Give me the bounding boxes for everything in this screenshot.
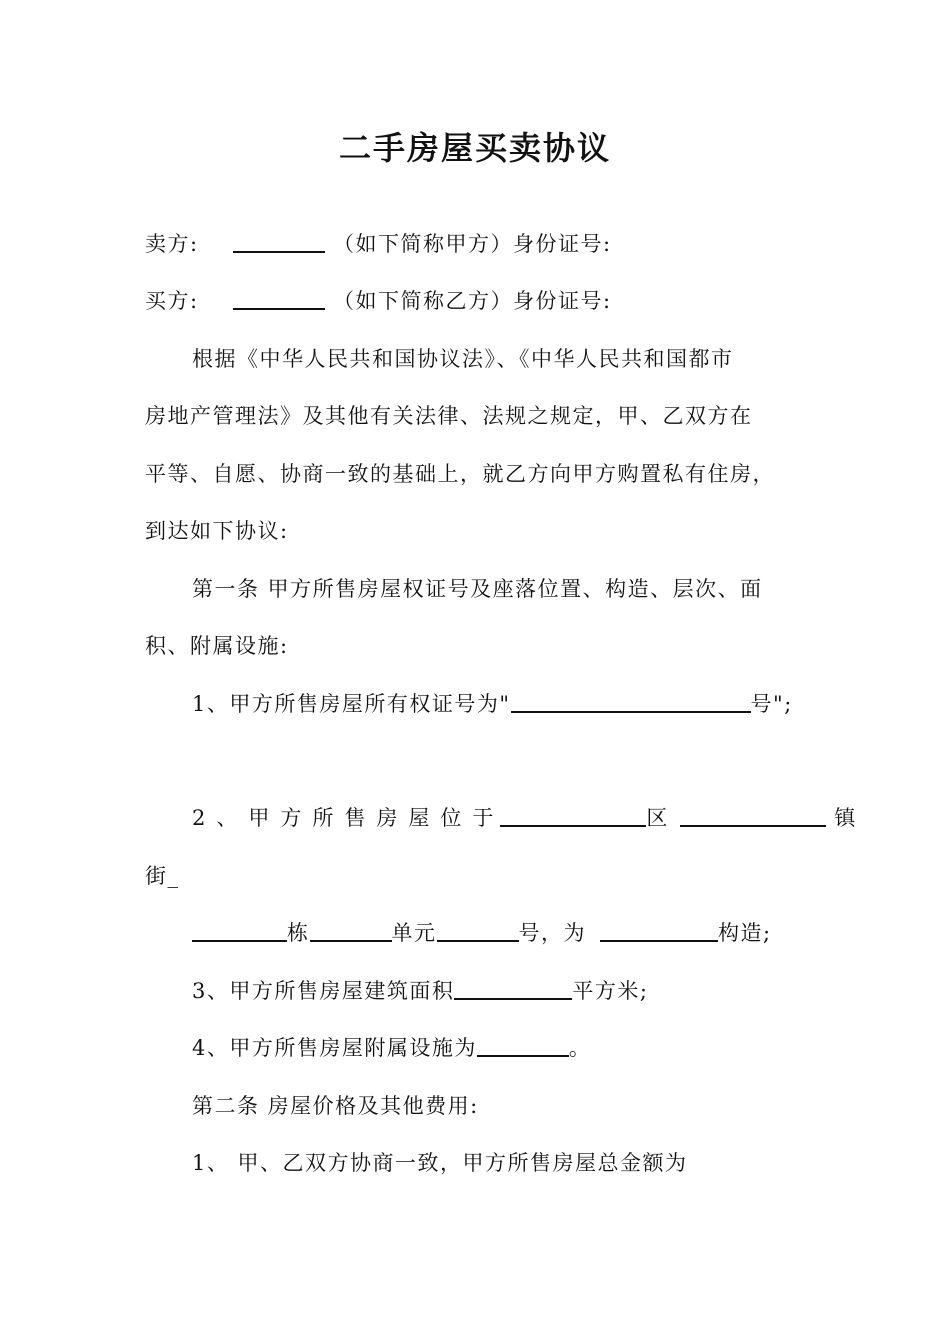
building-blank[interactable]: [192, 918, 287, 942]
item-2-district: 区: [646, 806, 679, 830]
intro-line-3: 平等、自愿、协商一致的基础上，就乙方向甲方购置私有住房，: [145, 462, 775, 486]
document-title: 二手房屋买卖协议: [338, 129, 611, 167]
buyer-label: 买方:: [145, 289, 199, 313]
building-label: 栋: [287, 921, 310, 945]
structure-blank[interactable]: [600, 918, 718, 942]
unit-label: 单元: [391, 921, 437, 945]
seller-rest: （如下简称甲方）身份证号:: [332, 232, 612, 256]
buyer-rest: （如下简称乙方）身份证号:: [332, 289, 612, 313]
item-3-text: 3、甲方所售房屋建筑面积: [192, 979, 455, 1003]
item-1-suffix: 号";: [750, 692, 793, 716]
certificate-number-blank[interactable]: [511, 689, 751, 713]
article-1-line-1: 第一条 甲方所售房屋权证号及座落位置、构造、层次、面: [192, 577, 763, 601]
item-3-unit: 平方米;: [572, 979, 649, 1003]
room-label: 号，为: [518, 921, 586, 945]
buyer-name-blank[interactable]: [233, 286, 325, 310]
seller-name-blank[interactable]: [233, 229, 325, 253]
item-4-end: 。: [568, 1036, 592, 1060]
item-2-town: 镇: [834, 806, 867, 830]
item-2-text: 2、甲方所售房屋位于: [192, 806, 505, 830]
room-number-blank[interactable]: [437, 918, 519, 942]
seller-label: 卖方:: [145, 232, 199, 256]
intro-line-1: 根据《中华人民共和国协议法》、《中华人民共和国都市: [192, 347, 734, 371]
seller-line: [145, 229, 612, 259]
item-1-line: [192, 689, 793, 719]
item-4-line: [192, 1033, 591, 1063]
intro-line-2: 房地产管理法》及其他有关法律、法规之规定，甲、乙双方在: [145, 404, 753, 428]
article-1-line-2: 积、附属设施:: [145, 634, 289, 658]
article-2-item-1: 1、 甲、乙双方协商一致，甲方所售房屋总金额为: [192, 1151, 688, 1175]
facilities-blank[interactable]: [477, 1033, 569, 1057]
district-blank[interactable]: [500, 803, 646, 827]
town-blank[interactable]: [680, 803, 826, 827]
item-1-text: 1、甲方所售房屋所有权证号为": [192, 692, 511, 716]
intro-line-4: 到达如下协议:: [145, 519, 289, 543]
article-2-heading: 第二条 房屋价格及其他费用:: [192, 1094, 479, 1118]
area-blank[interactable]: [454, 976, 572, 1000]
item-4-text: 4、甲方所售房屋附属设施为: [192, 1036, 477, 1060]
item-2-street: 街_: [145, 864, 180, 888]
structure-label: 构造;: [718, 921, 772, 945]
item-2-building-line: [192, 918, 772, 948]
item-2-line: [192, 803, 866, 833]
unit-blank[interactable]: [310, 918, 392, 942]
buyer-line: [145, 286, 612, 316]
item-3-line: [192, 976, 648, 1006]
